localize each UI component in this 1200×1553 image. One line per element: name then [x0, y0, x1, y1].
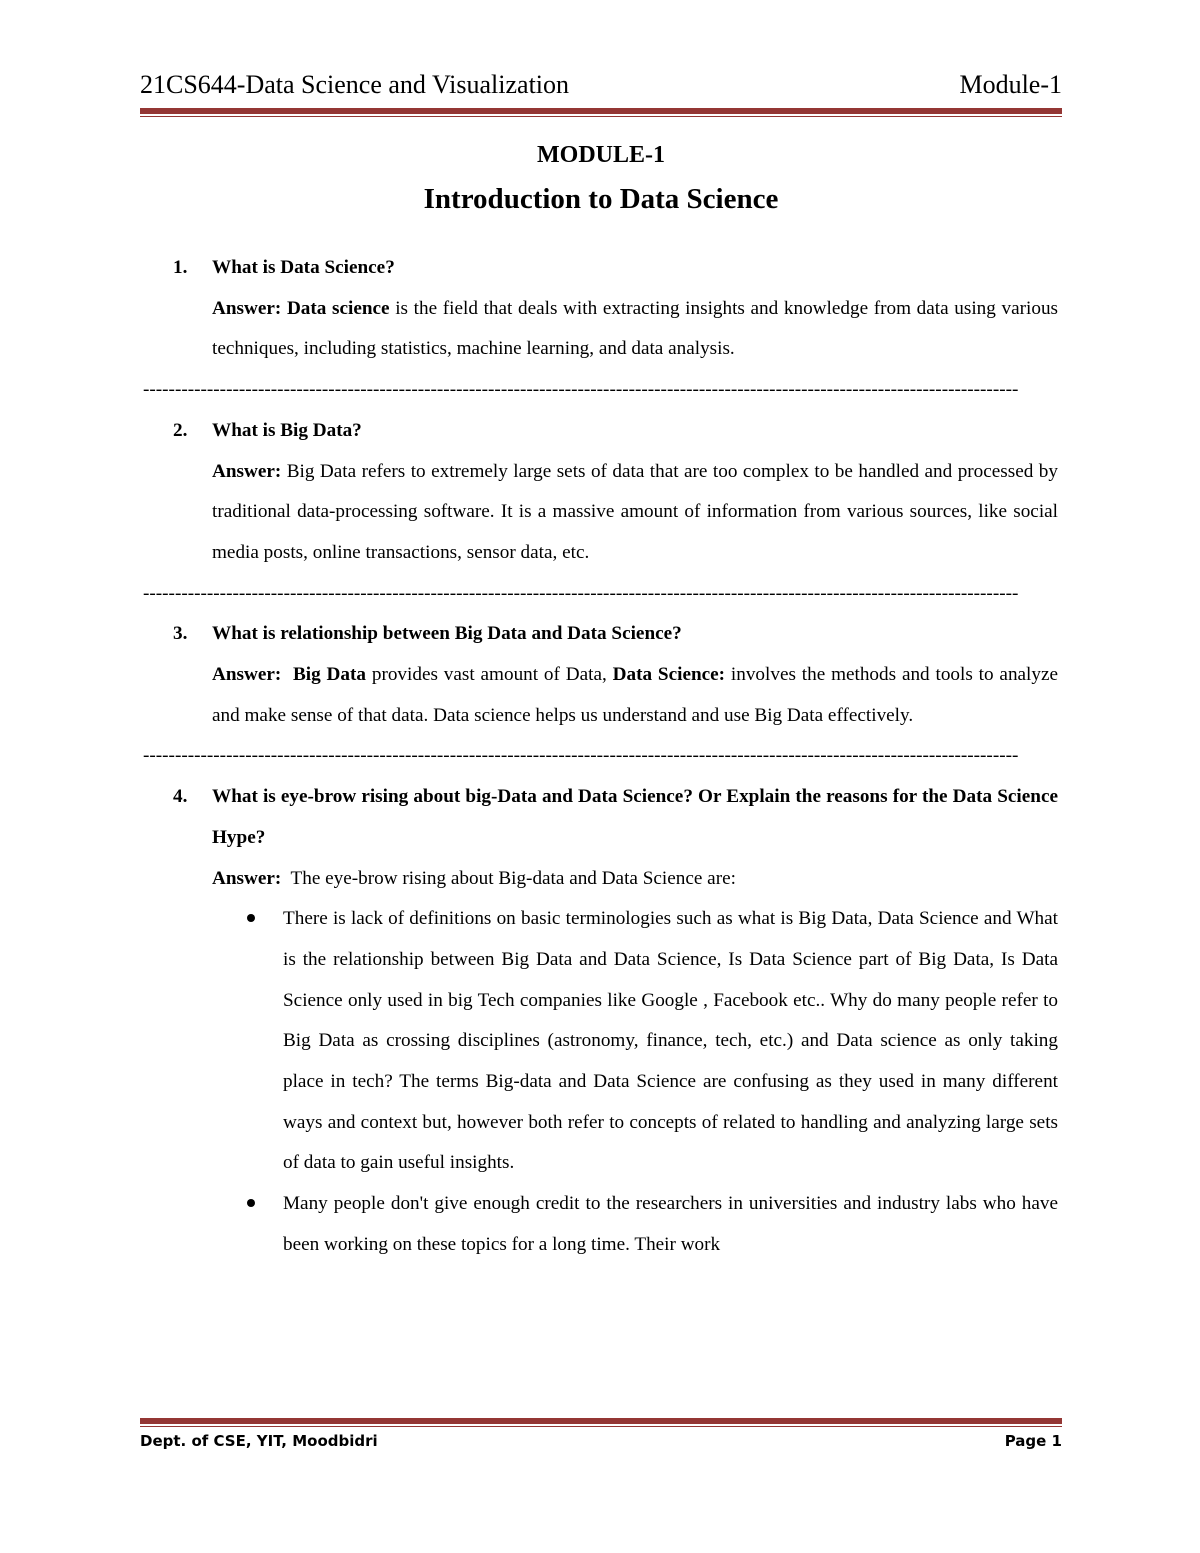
department-label: Dept. of CSE, YIT, Moodbidri: [140, 1432, 378, 1450]
question-number: 2.: [173, 419, 188, 441]
page-number: Page 1: [1004, 1432, 1062, 1450]
bullet-icon: [247, 1199, 255, 1207]
page-header: [140, 70, 1062, 108]
dashed-separator: -----------------------------------------------------------------------------------------------------------------------------------------: [143, 582, 1019, 604]
footer-rule: [140, 1418, 1062, 1424]
question-2: [0, 411, 1200, 574]
list-item: [283, 1184, 1058, 1265]
document-body: [0, 248, 1200, 1266]
answer-label: Answer:: [212, 664, 282, 685]
question-number: 3.: [173, 623, 188, 645]
bullet-text: There is lack of definitions on basic terminologies such as what is Big Data, Data Science and What is the relationship between Big Data and Data Science, Is Data Science part of Big Data, Is Data Science only used in big Tech companies like Google , Facebook etc.. Why do many people refer to Big Data as crossing disciplines (astronomy, finance, tech, etc.) and Data science as only taking place in tech? The terms Big-data and Data Science are confusing as they used in many different ways and context but, however both refer to concepts of related to handling and analyzing large sets of data to gain useful insights.: [283, 908, 1058, 1174]
answer-text: [212, 289, 1058, 370]
question-text: What is relationship between Big Data and Data Science?: [212, 623, 682, 645]
header-rule: [140, 108, 1062, 114]
question-4: [0, 777, 1200, 1265]
chapter-title: Introduction to Data Science: [423, 183, 779, 215]
question-text: What is eye-brow rising about big-Data and Data Science? Or Explain the reasons for the Data Science Hype?: [212, 786, 1058, 848]
answer-bold-term: Big Data: [292, 664, 366, 685]
answer-label: Answer:: [212, 460, 282, 482]
answer-text: [212, 452, 1058, 574]
question-3: [0, 614, 1200, 736]
answer-body: involves the methods and tools to analyze and make sense of that data. Data science helps us understand and use Big Data effectively.: [212, 664, 1059, 726]
answer-body: The eye-brow rising about Big-data and Data Science are:: [286, 867, 736, 889]
bullet-icon: [247, 914, 255, 922]
answer-body: Big Data refers to extremely large sets of data that are too complex to be handled and processed by traditional data-processing software. It is a massive amount of information from various sources, like social media posts, online transactions, sensor data, etc.: [212, 460, 1058, 563]
bullet-text: Many people don't give enough credit to the researchers in universities and industry labs who have been working on these topics for a long time. Their work: [283, 1193, 1058, 1255]
question-text: What is Data Science?: [212, 257, 395, 278]
answer-body-mid: provides vast amount of Data,: [366, 664, 613, 685]
answer-label: Answer:: [212, 867, 282, 889]
question-number: 4.: [173, 786, 188, 808]
question-1: [0, 248, 1200, 370]
question-text: What is Big Data?: [212, 419, 362, 441]
answer-bold-term-2: Data Science:: [612, 664, 726, 685]
module-tag: Module-1: [959, 70, 1062, 99]
dashed-separator: -----------------------------------------------------------------------------------------------------------------------------------------: [143, 745, 1019, 767]
course-title: 21CS644-Data Science and Visualization: [140, 70, 570, 99]
answer-text: [212, 859, 1058, 900]
answer-body: is the field that deals with extracting insights and knowledge from data using various techniques, including statistics, machine learning, and data analysis.: [212, 297, 1059, 360]
question-number: 1.: [173, 257, 188, 278]
header-rule-thin: [140, 116, 1062, 117]
answer-bold-term: Data science: [286, 297, 390, 319]
footer-rule-thin: [140, 1426, 1062, 1427]
module-heading: MODULE-1: [537, 142, 665, 168]
answer-label: Answer:: [212, 297, 282, 319]
answer-text: [212, 655, 1058, 736]
list-item: [283, 899, 1058, 1184]
dashed-separator: -----------------------------------------------------------------------------------------------------------------------------------------: [143, 379, 1019, 401]
bullet-list: [0, 899, 1200, 1265]
